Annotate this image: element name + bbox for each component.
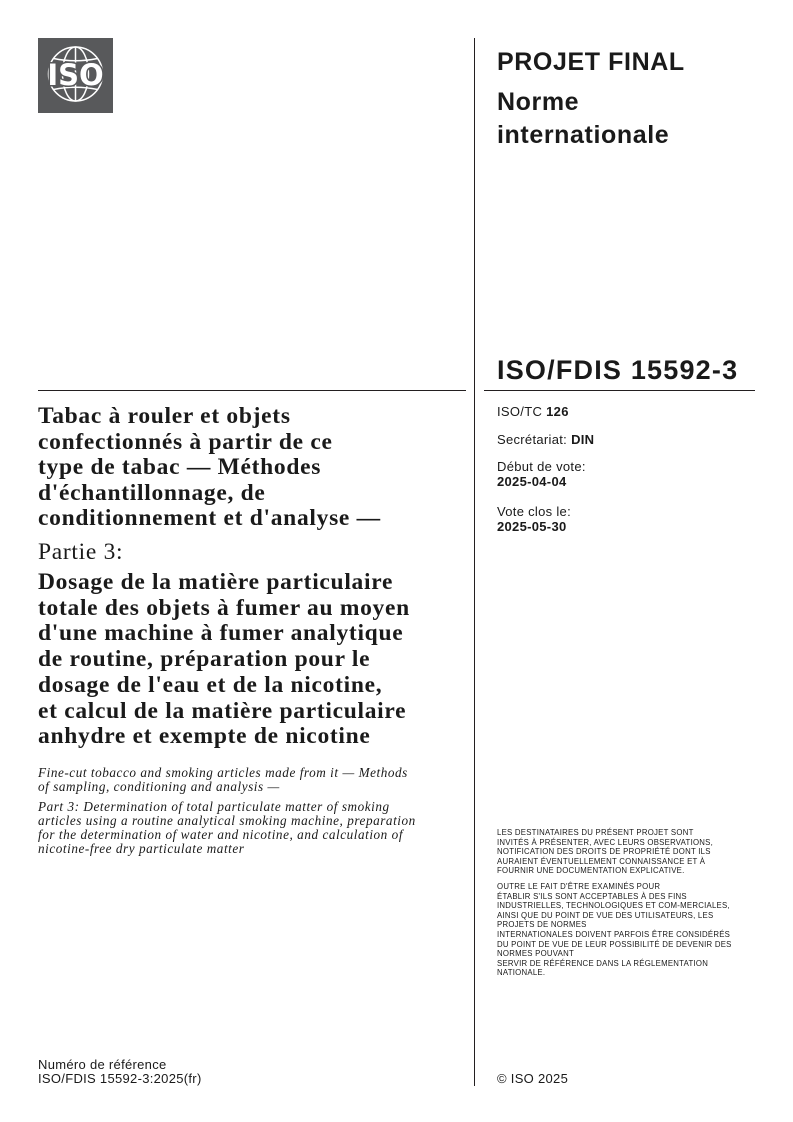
title-line: d'échantillonnage, de — [38, 479, 266, 506]
disclaimer-line: NOTIFICATION DES DROITS DE PROPRIÉTÉ DONT ILS — [497, 847, 711, 857]
disclaimer-line: INDUSTRIELLES, TECHNOLOGIQUES ET COM-MERCIALES, — [497, 901, 730, 911]
disclaimer-line: AURAIENT ÉVENTUELLEMENT CONNAISSANCE ET À — [497, 856, 706, 866]
title-line: confectionnés à partir de ce — [38, 428, 333, 455]
disclaimer-line: OUTRE LE FAIT D'ÊTRE EXAMINÉS POUR — [497, 882, 661, 891]
reference-number-value: ISO/FDIS 15592-3:2025(fr) — [38, 1071, 202, 1086]
title-line: Tabac à rouler et objets — [38, 403, 291, 429]
title-rule-left — [38, 390, 466, 391]
disclaimer-line: AINSI QUE DU POINT DE VUE DES UTILISATEURS, LES — [497, 910, 714, 920]
disclaimer-line: LES DESTINATAIRES DU PRÉSENT PROJET SONT — [497, 828, 694, 837]
title-line: type de tabac — Méthodes — [38, 454, 322, 480]
iso-logo — [38, 38, 113, 113]
logo-text: ISO — [47, 58, 104, 92]
english-title-line: Part 3: Determination of total particulate matter of smoking — [38, 799, 390, 814]
column-divider — [474, 38, 475, 1086]
part-label: Partie 3: — [38, 539, 124, 565]
vote-start — [497, 459, 586, 489]
document-reference: ISO/FDIS 15592-3 — [497, 355, 739, 385]
committee-value: 126 — [546, 403, 569, 419]
reference-number — [38, 1058, 202, 1087]
disclaimer-line: NORMES POUVANT — [497, 949, 574, 959]
copyright-notice: © ISO 2025 — [497, 1071, 569, 1086]
disclaimer-line: INTERNATIONALES DOIVENT PARFOIS ÊTRE CONSIDÉRÉS — [497, 929, 731, 939]
secretariat-line — [497, 432, 594, 447]
document-status: PROJET FINAL — [497, 48, 685, 76]
committee-line — [497, 404, 569, 419]
english-title-line: for the determination of water and nicotine, and calculation of — [38, 827, 404, 842]
part-title-line: de routine, préparation pour le — [38, 646, 371, 673]
part-title-line: anhydre et exempte de nicotine — [38, 723, 371, 750]
committee-label: ISO/TC — [497, 403, 543, 419]
disclaimer-paragraph-2 — [497, 882, 732, 978]
english-title-line: of sampling, conditioning and analysis — — [38, 779, 280, 794]
disclaimer-line: PROJETS DE NORMES — [497, 920, 587, 930]
part-title-line: dosage de l'eau et de la nicotine, — [38, 671, 383, 698]
vote-end-label: Vote clos le: — [497, 503, 571, 519]
disclaimer-line: DU POINT DE VUE DE LEUR POSSIBILITÉ DE DEVENIR DES — [497, 939, 732, 949]
disclaimer-line: INVITÉS À PRÉSENTER, AVEC LEURS OBSERVATIONS, — [497, 837, 714, 847]
vote-start-label: Début de vote: — [497, 458, 586, 474]
part-title-line: totale des objets à fumer au moyen — [38, 594, 410, 621]
vote-end-date: 2025-05-30 — [497, 518, 567, 534]
disclaimer-line: FOURNIR UNE DOCUMENTATION EXPLICATIVE. — [497, 866, 685, 876]
disclaimer-line: ÉTABLIR S'ILS SONT ACCEPTABLES À DES FINS — [497, 891, 687, 901]
english-part-title — [38, 800, 416, 856]
english-title-line: articles using a routine analytical smoking machine, preparation — [38, 813, 416, 828]
part-title — [38, 570, 410, 750]
secretariat-value: DIN — [571, 431, 595, 447]
main-title — [38, 404, 381, 532]
part-title-line: d'une machine à fumer analytique — [38, 620, 404, 647]
vote-end — [497, 504, 571, 534]
part-title-line: Dosage de la matière particulaire — [38, 569, 394, 595]
secretariat-label: Secrétariat: — [497, 431, 568, 447]
title-rule-right — [484, 390, 755, 391]
english-main-title — [38, 766, 408, 794]
disclaimer-line: NATIONALE. — [497, 968, 546, 978]
title-line: conditionnement et d'analyse — — [38, 505, 381, 531]
reference-number-label: Numéro de référence — [38, 1056, 167, 1072]
part-title-line: et calcul de la matière particulaire — [38, 697, 407, 724]
vote-start-date: 2025-04-04 — [497, 473, 567, 489]
english-title-line: nicotine-free dry particulate matter — [38, 841, 245, 856]
english-title-line: Fine-cut tobacco and smoking articles made from it — Methods — [38, 765, 408, 780]
disclaimer-line: SERVIR DE RÉFÉRENCE DANS LA RÉGLEMENTATION — [497, 958, 709, 968]
disclaimer-paragraph-1 — [497, 828, 713, 876]
document-type: Norme internationale — [497, 87, 670, 149]
